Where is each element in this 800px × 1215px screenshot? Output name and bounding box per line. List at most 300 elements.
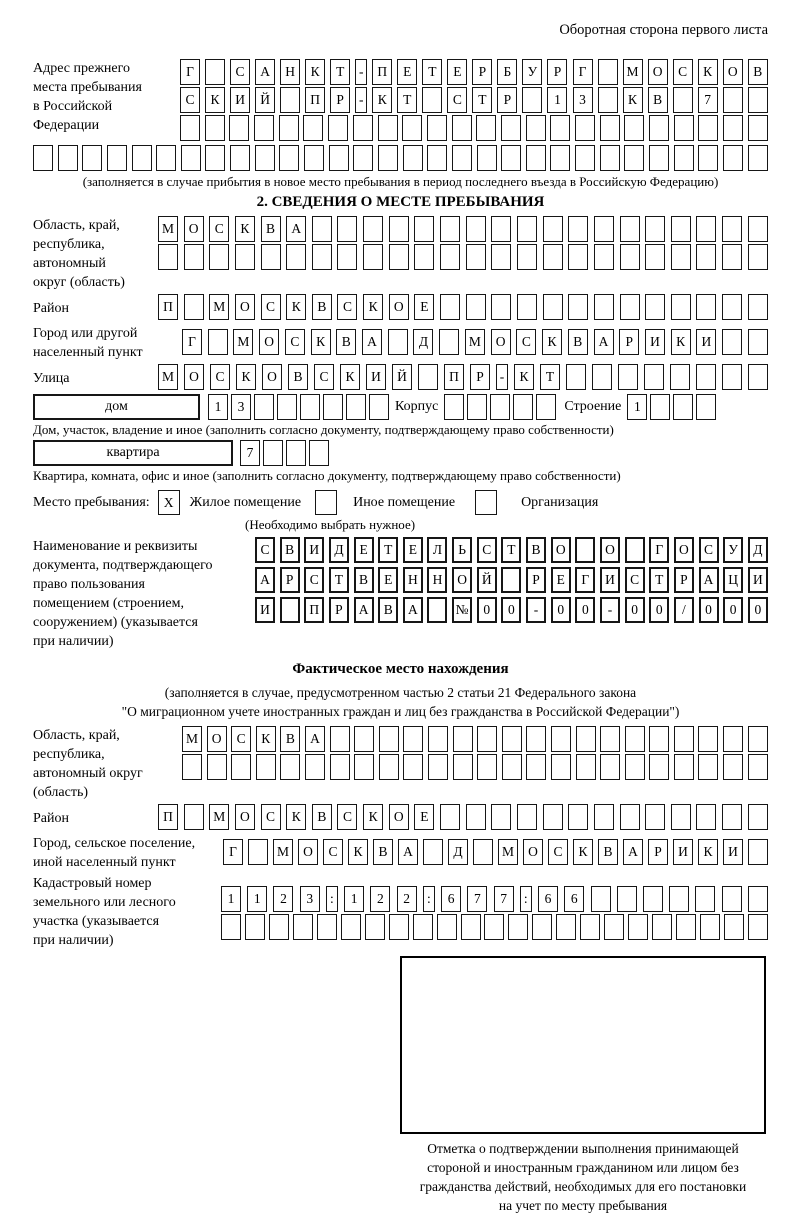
char-box[interactable]: 2 [370, 886, 390, 912]
char-box[interactable] [354, 754, 374, 780]
char-box[interactable]: Е [378, 567, 398, 593]
char-box[interactable]: Е [447, 59, 467, 85]
char-box[interactable]: И [255, 597, 275, 623]
char-box[interactable] [722, 364, 742, 390]
char-box[interactable]: Т [378, 537, 398, 563]
char-box[interactable]: А [354, 597, 374, 623]
char-box[interactable] [452, 115, 472, 141]
char-box[interactable]: С [314, 364, 334, 390]
char-box[interactable] [696, 804, 716, 830]
char-box[interactable]: Т [330, 59, 350, 85]
char-box[interactable]: В [598, 839, 618, 865]
char-box[interactable] [304, 145, 324, 171]
char-box[interactable] [598, 59, 618, 85]
char-box[interactable] [543, 216, 563, 242]
char-box[interactable]: Т [329, 567, 349, 593]
char-box[interactable] [698, 145, 718, 171]
char-box[interactable]: 0 [699, 597, 719, 623]
char-box[interactable] [723, 87, 743, 113]
char-box[interactable]: К [340, 364, 360, 390]
char-box[interactable]: Т [397, 87, 417, 113]
char-box[interactable]: И [230, 87, 250, 113]
char-box[interactable]: М [623, 59, 643, 85]
char-box[interactable]: О [262, 364, 282, 390]
char-box[interactable]: А [403, 597, 423, 623]
char-box[interactable] [676, 914, 696, 940]
char-box[interactable] [620, 804, 640, 830]
char-box[interactable]: Г [573, 59, 593, 85]
char-box[interactable] [378, 145, 398, 171]
char-box[interactable] [620, 244, 640, 270]
char-box[interactable] [598, 87, 618, 113]
char-box[interactable]: Д [748, 537, 768, 563]
char-box[interactable] [673, 394, 693, 420]
char-box[interactable] [491, 294, 511, 320]
char-box[interactable] [378, 115, 398, 141]
char-box[interactable]: - [355, 87, 367, 113]
char-box[interactable]: И [748, 567, 768, 593]
char-box[interactable] [466, 804, 486, 830]
char-box[interactable]: К [305, 59, 325, 85]
char-box[interactable] [255, 145, 275, 171]
char-box[interactable] [402, 115, 422, 141]
char-box[interactable] [748, 145, 768, 171]
checkbox-other-premises[interactable] [315, 490, 337, 515]
char-box[interactable]: В [748, 59, 768, 85]
char-box[interactable]: К [286, 804, 306, 830]
char-box[interactable] [695, 886, 715, 912]
char-box[interactable]: К [236, 364, 256, 390]
char-box[interactable]: - [526, 597, 546, 623]
char-box[interactable] [209, 244, 229, 270]
char-box[interactable]: И [673, 839, 693, 865]
char-box[interactable]: В [526, 537, 546, 563]
char-box[interactable] [625, 726, 645, 752]
char-box[interactable]: К [286, 294, 306, 320]
char-box[interactable] [698, 754, 718, 780]
char-box[interactable] [286, 244, 306, 270]
char-box[interactable]: - [496, 364, 508, 390]
char-box[interactable]: У [522, 59, 542, 85]
char-box[interactable]: В [288, 364, 308, 390]
char-box[interactable] [625, 754, 645, 780]
apartment-field-box[interactable] [33, 440, 233, 466]
char-box[interactable] [536, 394, 556, 420]
char-box[interactable]: 0 [477, 597, 497, 623]
char-box[interactable]: А [305, 726, 325, 752]
char-box[interactable] [698, 115, 718, 141]
char-box[interactable] [205, 145, 225, 171]
char-box[interactable] [748, 364, 768, 390]
char-box[interactable]: О [298, 839, 318, 865]
char-box[interactable] [221, 914, 241, 940]
char-box[interactable]: П [444, 364, 464, 390]
char-box[interactable] [600, 145, 620, 171]
char-box[interactable] [235, 244, 255, 270]
char-box[interactable]: Д [329, 537, 349, 563]
char-box[interactable]: К [698, 59, 718, 85]
char-box[interactable] [107, 145, 127, 171]
char-box[interactable]: Г [649, 537, 669, 563]
char-box[interactable] [628, 914, 648, 940]
char-box[interactable]: Г [180, 59, 200, 85]
char-box[interactable]: В [261, 216, 281, 242]
char-box[interactable] [674, 726, 694, 752]
char-box[interactable] [440, 216, 460, 242]
char-box[interactable]: О [184, 364, 204, 390]
char-box[interactable]: Р [619, 329, 639, 355]
char-box[interactable]: 1 [247, 886, 267, 912]
char-box[interactable] [254, 115, 274, 141]
char-box[interactable]: С [673, 59, 693, 85]
char-box[interactable] [645, 294, 665, 320]
char-box[interactable]: В [378, 597, 398, 623]
char-box[interactable] [263, 440, 283, 466]
char-box[interactable]: Е [551, 567, 571, 593]
char-box[interactable]: С [261, 294, 281, 320]
char-box[interactable] [427, 145, 447, 171]
char-box[interactable] [305, 754, 325, 780]
char-box[interactable] [748, 839, 768, 865]
char-box[interactable] [568, 216, 588, 242]
char-box[interactable] [550, 115, 570, 141]
char-box[interactable] [645, 804, 665, 830]
char-box[interactable]: : [520, 886, 532, 912]
char-box[interactable] [670, 364, 690, 390]
char-box[interactable]: Р [648, 839, 668, 865]
char-box[interactable] [280, 597, 300, 623]
char-box[interactable]: Р [526, 567, 546, 593]
char-box[interactable] [696, 294, 716, 320]
char-box[interactable]: С [447, 87, 467, 113]
char-box[interactable]: С [548, 839, 568, 865]
char-box[interactable] [696, 216, 716, 242]
char-box[interactable] [184, 244, 204, 270]
char-box[interactable] [323, 394, 343, 420]
char-box[interactable] [453, 754, 473, 780]
char-box[interactable] [594, 804, 614, 830]
char-box[interactable]: 0 [625, 597, 645, 623]
char-box[interactable] [329, 145, 349, 171]
char-box[interactable] [261, 244, 281, 270]
char-box[interactable]: Ц [723, 567, 743, 593]
char-box[interactable] [207, 754, 227, 780]
char-box[interactable]: С [255, 537, 275, 563]
char-box[interactable]: К [372, 87, 392, 113]
char-box[interactable] [256, 754, 276, 780]
char-box[interactable] [700, 914, 720, 940]
char-box[interactable]: А [286, 216, 306, 242]
char-box[interactable] [248, 839, 268, 865]
char-box[interactable]: П [158, 294, 178, 320]
char-box[interactable] [365, 914, 385, 940]
char-box[interactable]: 0 [723, 597, 743, 623]
char-box[interactable]: К [573, 839, 593, 865]
char-box[interactable]: 1 [221, 886, 241, 912]
char-box[interactable] [330, 726, 350, 752]
char-box[interactable]: В [354, 567, 374, 593]
char-box[interactable]: Ь [452, 537, 472, 563]
char-box[interactable]: 7 [494, 886, 514, 912]
char-box[interactable] [182, 754, 202, 780]
char-box[interactable]: Р [470, 364, 490, 390]
char-box[interactable]: А [362, 329, 382, 355]
char-box[interactable] [354, 726, 374, 752]
char-box[interactable]: 0 [551, 597, 571, 623]
char-box[interactable] [748, 329, 768, 355]
char-box[interactable] [477, 145, 497, 171]
char-box[interactable] [82, 145, 102, 171]
char-box[interactable] [671, 244, 691, 270]
char-box[interactable]: Е [403, 537, 423, 563]
char-box[interactable] [403, 754, 423, 780]
char-box[interactable]: И [696, 329, 716, 355]
char-box[interactable] [649, 115, 669, 141]
char-box[interactable]: Л [427, 537, 447, 563]
char-box[interactable] [254, 394, 274, 420]
char-box[interactable] [526, 115, 546, 141]
char-box[interactable] [414, 244, 434, 270]
char-box[interactable] [444, 394, 464, 420]
char-box[interactable] [184, 294, 204, 320]
char-box[interactable] [671, 804, 691, 830]
char-box[interactable] [649, 754, 669, 780]
char-box[interactable] [501, 145, 521, 171]
char-box[interactable] [414, 216, 434, 242]
char-box[interactable] [644, 364, 664, 390]
char-box[interactable]: О [674, 537, 694, 563]
char-box[interactable]: М [233, 329, 253, 355]
char-box[interactable] [645, 216, 665, 242]
char-box[interactable]: Й [255, 87, 275, 113]
char-box[interactable]: 2 [397, 886, 417, 912]
char-box[interactable] [600, 115, 620, 141]
char-box[interactable] [439, 329, 459, 355]
char-box[interactable] [184, 804, 204, 830]
char-box[interactable]: № [452, 597, 472, 623]
char-box[interactable]: Г [223, 839, 243, 865]
char-box[interactable]: С [699, 537, 719, 563]
char-box[interactable] [379, 726, 399, 752]
char-box[interactable] [575, 537, 595, 563]
char-box[interactable] [413, 914, 433, 940]
char-box[interactable] [543, 804, 563, 830]
char-box[interactable]: Н [280, 59, 300, 85]
char-box[interactable]: К [698, 839, 718, 865]
char-box[interactable] [674, 115, 694, 141]
char-box[interactable] [650, 394, 670, 420]
char-box[interactable] [625, 537, 645, 563]
char-box[interactable]: 0 [649, 597, 669, 623]
char-box[interactable] [208, 329, 228, 355]
char-box[interactable] [491, 244, 511, 270]
char-box[interactable]: Й [392, 364, 412, 390]
char-box[interactable]: А [255, 59, 275, 85]
char-box[interactable]: : [326, 886, 338, 912]
char-box[interactable] [477, 754, 497, 780]
char-box[interactable] [722, 216, 742, 242]
char-box[interactable]: 3 [300, 886, 320, 912]
char-box[interactable] [669, 886, 689, 912]
char-box[interactable] [280, 87, 300, 113]
char-box[interactable] [696, 364, 716, 390]
char-box[interactable] [532, 914, 552, 940]
char-box[interactable]: М [182, 726, 202, 752]
char-box[interactable]: И [304, 537, 324, 563]
char-box[interactable]: - [355, 59, 367, 85]
char-box[interactable]: А [623, 839, 643, 865]
char-box[interactable] [363, 244, 383, 270]
char-box[interactable]: В [336, 329, 356, 355]
char-box[interactable]: Й [477, 567, 497, 593]
char-box[interactable] [279, 145, 299, 171]
char-box[interactable]: И [366, 364, 386, 390]
char-box[interactable] [502, 754, 522, 780]
char-box[interactable] [543, 244, 563, 270]
char-box[interactable] [466, 244, 486, 270]
char-box[interactable] [418, 364, 438, 390]
char-box[interactable]: 3 [573, 87, 593, 113]
char-box[interactable] [473, 839, 493, 865]
checkbox-residential[interactable]: X [158, 490, 180, 515]
char-box[interactable] [502, 726, 522, 752]
char-box[interactable]: 0 [575, 597, 595, 623]
char-box[interactable] [748, 115, 768, 141]
char-box[interactable]: Р [280, 567, 300, 593]
char-box[interactable] [748, 754, 768, 780]
char-box[interactable] [591, 886, 611, 912]
char-box[interactable]: Е [354, 537, 374, 563]
char-box[interactable]: М [158, 216, 178, 242]
char-box[interactable] [428, 754, 448, 780]
char-box[interactable] [723, 115, 743, 141]
char-box[interactable]: И [600, 567, 620, 593]
char-box[interactable]: О [259, 329, 279, 355]
char-box[interactable]: 2 [273, 886, 293, 912]
char-box[interactable]: Е [414, 804, 434, 830]
char-box[interactable] [620, 216, 640, 242]
char-box[interactable]: С [337, 294, 357, 320]
char-box[interactable] [452, 145, 472, 171]
char-box[interactable] [674, 145, 694, 171]
char-box[interactable] [437, 914, 457, 940]
char-box[interactable]: О [723, 59, 743, 85]
char-box[interactable] [312, 244, 332, 270]
char-box[interactable] [422, 87, 442, 113]
char-box[interactable]: Т [501, 537, 521, 563]
char-box[interactable]: 1 [627, 394, 647, 420]
char-box[interactable]: К [348, 839, 368, 865]
char-box[interactable] [551, 726, 571, 752]
char-box[interactable] [158, 244, 178, 270]
char-box[interactable] [300, 394, 320, 420]
char-box[interactable]: 6 [538, 886, 558, 912]
char-box[interactable] [461, 914, 481, 940]
char-box[interactable]: А [699, 567, 719, 593]
char-box[interactable]: М [273, 839, 293, 865]
char-box[interactable] [620, 294, 640, 320]
char-box[interactable]: И [645, 329, 665, 355]
char-box[interactable] [600, 726, 620, 752]
char-box[interactable]: В [373, 839, 393, 865]
char-box[interactable]: В [312, 294, 332, 320]
char-box[interactable] [748, 804, 768, 830]
char-box[interactable]: О [523, 839, 543, 865]
char-box[interactable]: Р [497, 87, 517, 113]
char-box[interactable] [205, 115, 225, 141]
char-box[interactable] [551, 754, 571, 780]
char-box[interactable] [748, 87, 768, 113]
char-box[interactable] [491, 804, 511, 830]
char-box[interactable] [423, 839, 443, 865]
char-box[interactable]: С [323, 839, 343, 865]
char-box[interactable] [33, 145, 53, 171]
char-box[interactable]: П [304, 597, 324, 623]
char-box[interactable]: К [311, 329, 331, 355]
char-box[interactable] [517, 294, 537, 320]
char-box[interactable] [748, 726, 768, 752]
char-box[interactable] [330, 754, 350, 780]
char-box[interactable] [748, 886, 768, 912]
char-box[interactable]: К [363, 294, 383, 320]
char-box[interactable]: 0 [748, 597, 768, 623]
char-box[interactable] [58, 145, 78, 171]
char-box[interactable]: 1 [344, 886, 364, 912]
char-box[interactable] [181, 145, 201, 171]
char-box[interactable] [674, 754, 694, 780]
char-box[interactable] [543, 294, 563, 320]
char-box[interactable] [440, 244, 460, 270]
char-box[interactable]: С [337, 804, 357, 830]
char-box[interactable]: О [551, 537, 571, 563]
char-box[interactable] [245, 914, 265, 940]
char-box[interactable]: П [372, 59, 392, 85]
char-box[interactable]: Р [329, 597, 349, 623]
char-box[interactable] [594, 294, 614, 320]
char-box[interactable] [388, 329, 408, 355]
char-box[interactable] [428, 726, 448, 752]
char-box[interactable] [346, 394, 366, 420]
char-box[interactable] [722, 804, 742, 830]
char-box[interactable]: - [600, 597, 620, 623]
char-box[interactable] [566, 364, 586, 390]
char-box[interactable] [466, 294, 486, 320]
char-box[interactable] [723, 145, 743, 171]
char-box[interactable] [180, 115, 200, 141]
char-box[interactable] [604, 914, 624, 940]
char-box[interactable] [205, 59, 225, 85]
char-box[interactable] [568, 294, 588, 320]
char-box[interactable]: 1 [208, 394, 228, 420]
char-box[interactable] [550, 145, 570, 171]
char-box[interactable]: М [209, 804, 229, 830]
char-box[interactable] [389, 914, 409, 940]
char-box[interactable] [341, 914, 361, 940]
char-box[interactable]: 7 [698, 87, 718, 113]
char-box[interactable]: 6 [441, 886, 461, 912]
char-box[interactable] [517, 216, 537, 242]
char-box[interactable] [427, 597, 447, 623]
char-box[interactable]: Р [547, 59, 567, 85]
char-box[interactable] [132, 145, 152, 171]
char-box[interactable] [594, 216, 614, 242]
char-box[interactable] [576, 754, 596, 780]
char-box[interactable] [724, 914, 744, 940]
char-box[interactable] [230, 145, 250, 171]
char-box[interactable]: Д [413, 329, 433, 355]
char-box[interactable] [722, 244, 742, 270]
char-box[interactable]: Г [182, 329, 202, 355]
